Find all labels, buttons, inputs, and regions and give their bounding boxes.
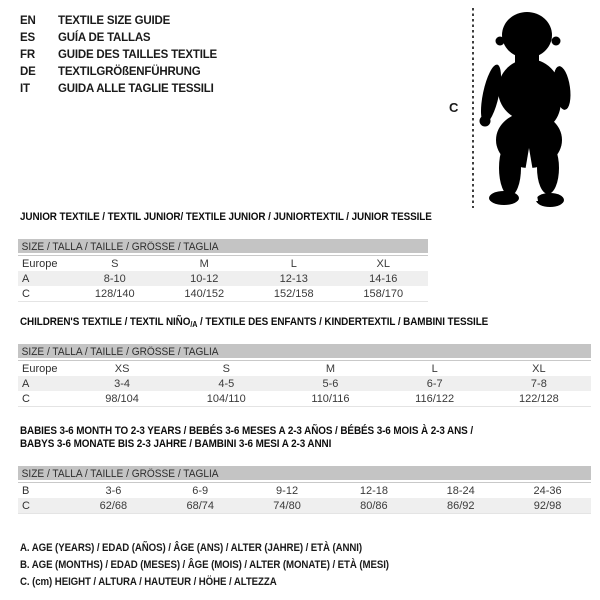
size-header-text: SIZE / TALLA / TAILLE / GRÖSSE / TAGLIA: [21, 241, 219, 253]
value-cell: 3-6: [105, 484, 122, 497]
value-cell: S: [222, 362, 230, 375]
value-cell: 24-36: [533, 484, 562, 497]
value-cell: XS: [114, 362, 130, 375]
table-row: [18, 361, 591, 377]
value-cell: 5-6: [322, 377, 339, 390]
babies-table-title: [20, 425, 591, 451]
value-cell: 14-16: [369, 272, 398, 285]
value-cell: 158/170: [363, 287, 404, 300]
row-label-cell: C: [22, 499, 30, 512]
value-cell: 18-24: [446, 484, 475, 497]
value-cell: 80/86: [360, 499, 388, 512]
value-cell: M: [325, 362, 336, 375]
junior-size-table: [18, 255, 428, 302]
value-cell: 12-13: [279, 272, 308, 285]
language-code: DE: [20, 66, 36, 78]
value-cell: 6-9: [192, 484, 209, 497]
children-textile-section: [18, 316, 591, 407]
value-cell: 4-5: [218, 377, 235, 390]
language-row: [20, 81, 217, 98]
row-label-cell: Europe: [22, 362, 58, 375]
value-cell: 110/116: [311, 392, 350, 405]
size-header-bar: [18, 344, 591, 358]
language-row: [20, 64, 217, 81]
footnote-height-cm: C. (cm) HEIGHT / ALTURA / HAUTEUR / HÖHE / ALTEZZA: [20, 576, 277, 588]
value-cell: 6-7: [426, 377, 443, 390]
table-row: [18, 286, 428, 302]
value-cell: 12-18: [359, 484, 388, 497]
language-header: [20, 13, 217, 98]
value-cell: L: [290, 257, 297, 270]
table-row: [18, 256, 428, 272]
language-label: GUIDE DES TAILLES TEXTILE: [58, 49, 217, 61]
value-cell: XL: [532, 362, 546, 375]
table-title-segment: JUNIOR TEXTILE / TEXTIL JUNIOR/ TEXTILE JUNIOR / JUNIORTEXTIL / JUNIOR TESSILE: [20, 211, 432, 223]
row-label-cell: C: [22, 287, 30, 300]
size-header-text: SIZE / TALLA / TAILLE / GRÖSSE / TAGLIA: [21, 346, 219, 358]
junior-textile-section: [18, 211, 432, 302]
children-size-table: [18, 360, 591, 407]
row-label-cell: Europe: [22, 257, 58, 270]
table-title-segment: CHILDREN'S TEXTILE / TEXTIL NIÑO: [20, 316, 191, 328]
value-cell: 86/92: [446, 499, 475, 512]
table-title-segment: BABYS 3-6 MONATE BIS 2-3 JAHRE / BAMBINI 3-6 MESI A 2-3 ANNI: [20, 438, 332, 450]
baby-silhouette-icon: [478, 8, 574, 208]
row-label-cell: C: [22, 392, 30, 405]
value-cell: 98/104: [105, 392, 139, 405]
value-cell: 128/140: [94, 287, 135, 300]
value-cell: 68/74: [186, 499, 214, 512]
value-cell: 152/158: [273, 287, 314, 300]
legend-footnotes: [20, 540, 439, 591]
table-title-segment: / TEXTILE DES ENFANTS / KINDERTEXTIL / BAMBINI TESSILE: [197, 316, 489, 328]
language-label: GUIDA ALLE TAGLIE TESSILI: [58, 83, 214, 95]
value-cell: 116/122: [415, 392, 455, 405]
language-label: GUÍA DE TALLAS: [58, 32, 151, 44]
row-label-cell: B: [22, 484, 30, 497]
value-cell: 9-12: [276, 484, 299, 497]
value-cell: 122/128: [518, 392, 559, 405]
value-cell: S: [111, 257, 119, 270]
value-cell: 92/98: [533, 499, 562, 512]
value-cell: L: [431, 362, 438, 375]
value-cell: 62/68: [99, 499, 128, 512]
babies-textile-section: [18, 425, 591, 514]
value-cell: 10-12: [190, 272, 219, 285]
language-code: ES: [20, 32, 35, 44]
table-title-segment: /A: [190, 320, 198, 329]
table-row: [18, 376, 591, 391]
table-row: [18, 498, 591, 514]
babies-size-table: [18, 482, 591, 514]
size-header-bar: [18, 239, 428, 253]
footnote-age-years: A. AGE (YEARS) / EDAD (AÑOS) / ÂGE (ANS) / ALTER (JAHRE) / ETÀ (ANNI): [20, 542, 363, 554]
value-cell: M: [199, 257, 209, 270]
value-cell: 74/80: [273, 499, 301, 512]
table-title-line: [20, 316, 534, 329]
table-row: [18, 391, 591, 407]
language-row: [20, 30, 217, 47]
language-row: [20, 47, 217, 64]
table-row: [18, 483, 591, 499]
language-code: IT: [20, 83, 30, 95]
value-cell: 8-10: [103, 272, 126, 285]
value-cell: 104/110: [206, 392, 246, 405]
size-header-text: SIZE / TALLA / TAILLE / GRÖSSE / TAGLIA: [21, 468, 219, 480]
value-cell: 140/152: [184, 287, 225, 300]
size-header-bar: [18, 466, 591, 480]
language-row: [20, 13, 217, 30]
value-cell: XL: [376, 257, 390, 270]
language-code: EN: [20, 15, 36, 27]
children-table-title: [20, 316, 591, 329]
footnote-age-months: B. AGE (MONTHS) / EDAD (MESES) / ÂGE (MOIS) / ALTER (MONATE) / ETÀ (MESI): [20, 559, 389, 571]
language-label: TEXTILGRÖßENFÜHRUNG: [58, 66, 201, 78]
table-title-segment: BABIES 3-6 MONTH TO 2-3 YEARS / BEBÉS 3-6 MESES A 2-3 AÑOS / BÉBÉS 3-6 MOIS À 2-3 ANS /: [20, 425, 473, 437]
value-cell: 3-4: [114, 377, 131, 390]
height-measure-dashed-line: [472, 8, 474, 208]
table-title-line: [20, 438, 534, 451]
height-measure-label: C: [449, 100, 459, 115]
row-label-cell: A: [22, 377, 30, 390]
value-cell: 7-8: [530, 377, 547, 390]
table-title-line: [20, 211, 432, 224]
language-code: FR: [20, 49, 35, 61]
language-label: TEXTILE SIZE GUIDE: [58, 15, 171, 27]
table-row: [18, 271, 428, 286]
junior-table-title: [20, 211, 432, 224]
table-title-line: [20, 425, 534, 438]
row-label-cell: A: [22, 272, 30, 285]
